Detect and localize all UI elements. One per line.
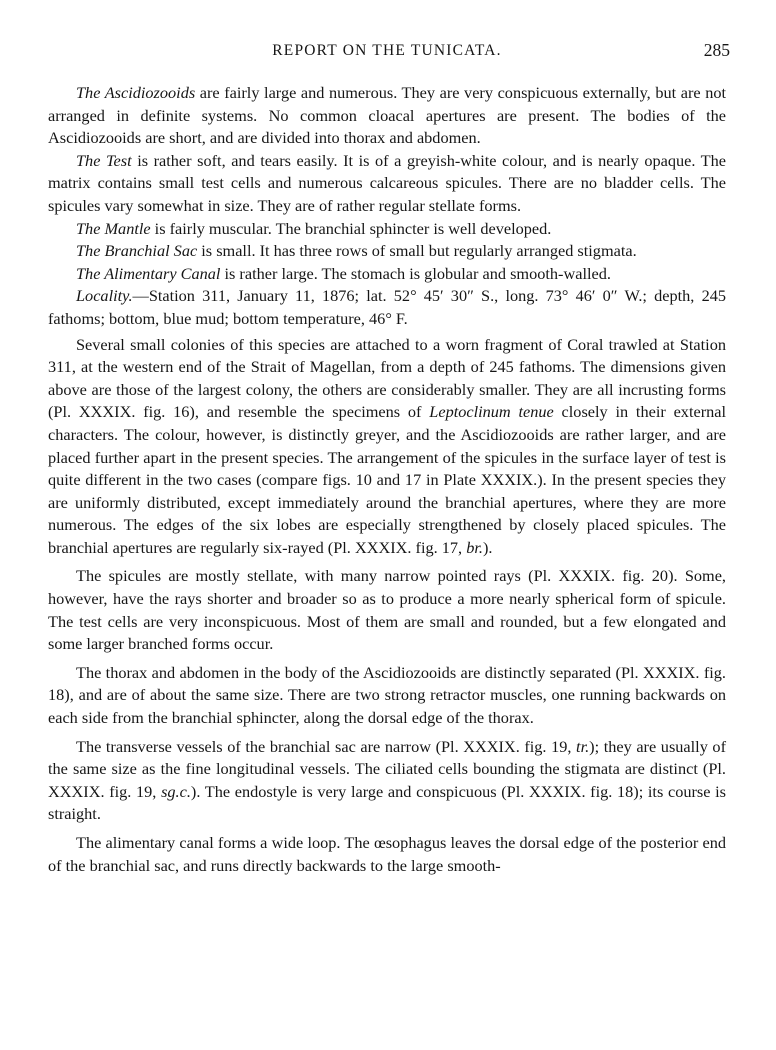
paragraph-lead: The Branchial Sac <box>76 241 198 261</box>
paragraph-colonies <box>48 334 726 560</box>
paragraph-text: The transverse vessels of the branchial sac are narrow (Pl. XXXIX. fig. 19, <box>76 736 577 756</box>
paragraph-text: The alimentary canal forms a wide loop. The œsophagus leaves the dorsal edge of the posterior end of the branchial sac, and runs directly backwards to the large smooth- <box>48 833 726 875</box>
paragraph-alimentary-loop <box>48 832 726 877</box>
paragraph-text: is small. It has three rows of small but regularly arranged stigmata. <box>197 241 637 261</box>
running-header <box>48 40 730 64</box>
figure-label: tr. <box>576 736 590 756</box>
paragraph-text: ); they are usually of the same size as the fine longitudinal vessels. The ciliated cells bounding the stigmata are distinct (Pl. XXXIX. fig. 19, <box>48 736 726 801</box>
paragraph-text: closely in their external characters. The colour, however, is distinctly greyer, and the Ascidiozooids are rather larger, and are placed further apart in the present species. The arrangement of the spicules in the surface layer of test is quite different in the two cases (compare figs. 10 and 17 in Plate XXXIX.). In the present species they are uniformly distributed, except immediately around the branchial apertures, where they are more numerous. The edges of the six lobes are especially strengthened by closely placed spicules. The branchial apertures are regularly six-rayed (Pl. XXXIX. fig. 17, <box>48 402 727 557</box>
paragraph-thorax <box>48 662 726 730</box>
paragraph-mantle <box>48 218 726 241</box>
paragraph-lead: Locality. <box>76 286 133 306</box>
paragraph-lead: The Alimentary Canal <box>76 263 221 283</box>
paragraph-locality <box>48 285 726 330</box>
running-title: REPORT ON THE TUNICATA. <box>272 42 502 59</box>
paragraph-text: —Station 311, January 11, 1876; lat. 52° 45′ 30″ S., long. 73° 46′ 0″ W.; depth, 245 fathoms; bottom, blue mud; bottom temperature, 46° F. <box>48 286 726 328</box>
paragraph-text: The spicules are mostly stellate, with many narrow pointed rays (Pl. XXXIX. fig. 20). Some, however, have the rays shorter and broader so as to produce a more nearly spherical form of spicule. The test cells are very inconspicuous. Most of them are small and rounded, but a few elongated and some larger branched forms occur. <box>48 566 726 654</box>
paragraph-text: ). The endostyle is very large and conspicuous (Pl. XXXIX. fig. 18); its course is straight. <box>48 781 726 824</box>
paragraph-spicules <box>48 565 726 655</box>
paragraph-alimentary-canal <box>48 263 726 286</box>
paragraph-text: ). <box>482 537 493 557</box>
paragraph-lead: The Ascidiozooids <box>76 83 196 102</box>
paragraph-test <box>48 150 726 218</box>
paragraph-text: are fairly large and numerous. They are very conspicuous externally, but are not arranged in definite systems. No common cloacal apertures are present. The bodies of the Ascidiozooids are short, and are divided into thorax and abdomen. <box>48 83 726 148</box>
paragraph-text: is fairly muscular. The branchial sphincter is well developed. <box>150 218 552 238</box>
species-name: Leptoclinum tenue <box>429 402 554 422</box>
paragraph-lead: The Test <box>76 150 132 170</box>
paragraph-ascidiozooids <box>48 82 726 150</box>
body-text <box>48 82 726 877</box>
paragraph-text: Several small colonies of this species are attached to a worn fragment of Coral trawled at Station 311, at the western end of the Strait of Magellan, from a depth of 245 fathoms. The dimensions given above are those of the largest colony, the others are considerably smaller. They are all incrusting forms (Pl. XXXIX. fig. 16), and resemble the specimens of <box>48 334 726 422</box>
paragraph-text: is rather soft, and tears easily. It is of a greyish-white colour, and is nearly opaque. The matrix contains small test cells and numerous calcareous spicules. There are no bladder cells. The spicules vary somewhat in size. They are of rather regular stellate forms. <box>48 150 726 215</box>
page-number: 285 <box>703 40 730 60</box>
paragraph-transverse-vessels <box>48 736 726 826</box>
figure-label: sg.c. <box>161 781 191 801</box>
paragraph-branchial-sac <box>48 240 726 263</box>
paragraph-lead: The Mantle <box>76 218 151 238</box>
paragraph-text: The thorax and abdomen in the body of the Ascidiozooids are distinctly separated (Pl. XXXIX. fig. 18), and are of about the same size. There are two strong retractor muscles, one running backwards on each side from the branchial sphincter, along the dorsal edge of the thorax. <box>48 662 726 728</box>
figure-label: br. <box>466 537 483 557</box>
paragraph-text: is rather large. The stomach is globular and smooth-walled. <box>220 263 611 283</box>
